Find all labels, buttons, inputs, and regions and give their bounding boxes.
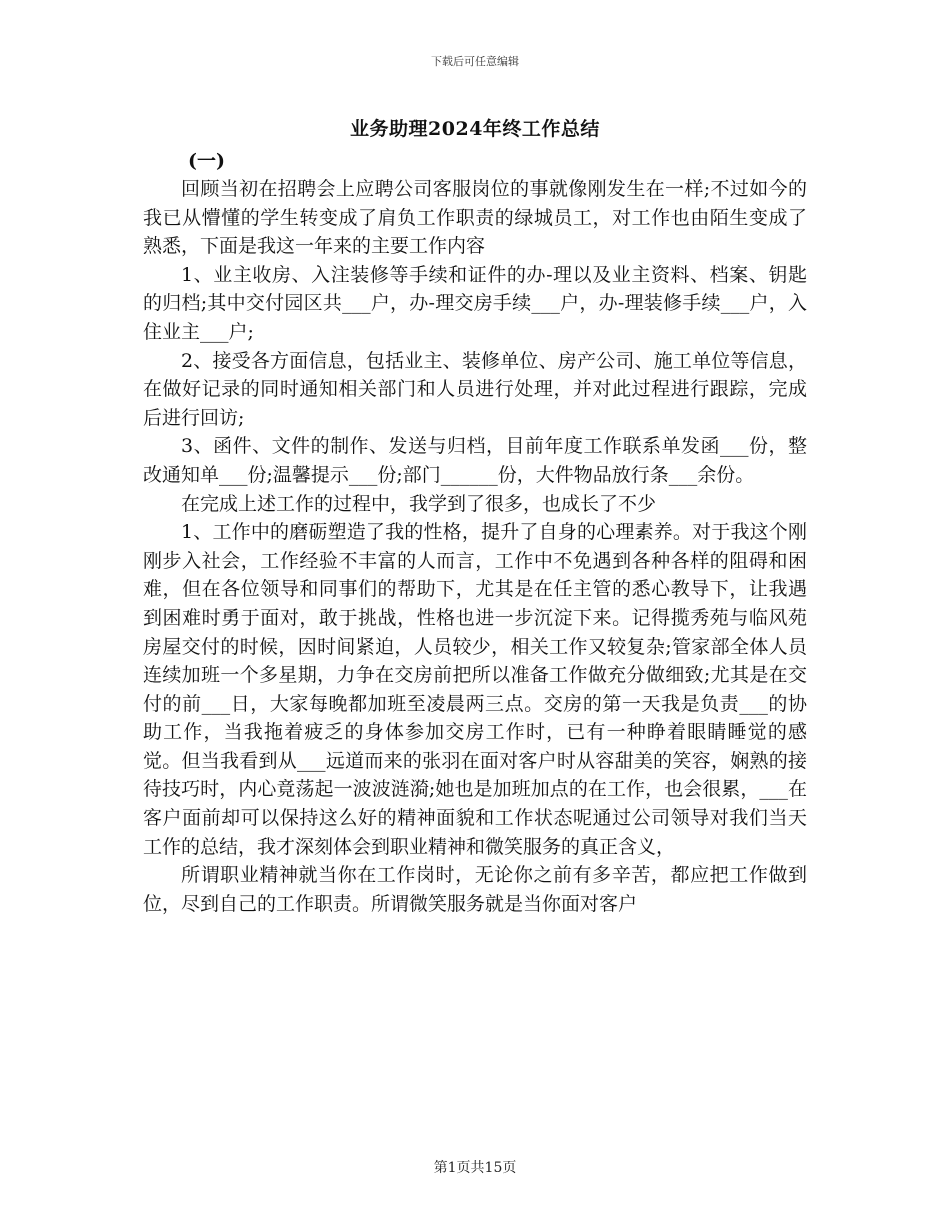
document-title: 业务助理2024年终工作总结 [350,118,600,140]
section-heading: (一) [188,150,225,172]
paragraph: 回顾当初在招聘会上应聘公司客服岗位的事就像刚发生在一样;不过如今的我已从懵懂的学生转变成了肩负工作职责的绿城员工，对工作也由陌生变成了熟悉，下面是我这一年来的主要工作内容 [143,178,807,258]
page-header-note: 下载后可任意编辑 [431,55,519,68]
paragraph: 所谓职业精神就当你在工作岗时，无论你之前有多辛苦，都应把工作做到位，尽到自己的工作职责。所谓微笑服务就是当你面对客户 [143,864,807,915]
paragraph: 2、接受各方面信息，包括业主、装修单位、房产公司、施工单位等信息，在做好记录的同时通知相关部门和人员进行处理，并对此过程进行跟踪，完成后进行回访; [143,349,807,429]
page-number: 第1页共15页 [433,1160,517,1176]
document-body [143,175,807,918]
paragraph: 3、函件、文件的制作、发送与归档，目前年度工作联系单发函___份，整改通知单___份;温馨提示___份;部门______份，大件物品放行条___余份。 [143,435,807,486]
paragraph: 在完成上述工作的过程中，我学到了很多，也成长了不少 [181,492,657,515]
paragraph: 1、业主收房、入注装修等手续和证件的办-理以及业主资料、档案、钥匙的归档;其中交付园区共___户，办-理交房手续___户，办-理装修手续___户，入住业主___户; [143,263,807,343]
paragraph: 1、工作中的磨砺塑造了我的性格，提升了自身的心理素养。对于我这个刚刚步入社会，工作经验不丰富的人而言，工作中不免遇到各种各样的阻碍和困难，但在各位领导和同事们的帮助下，尤其是在任主管的悉心教导下，让我遇到困难时勇于面对，敢于挑战，性格也进一步沉淀下来。记得揽秀苑与临风苑房屋交付的时候，因时间紧迫，人员较少，相关工作又较复杂;管家部全体人员连续加班一个多星期，力争在交房前把所以准备工作做充分做细致;尤其是在交付的前___日，大家每晚都加班至凌晨两三点。交房的第一天我是负责___的协助工作，当我拖着疲乏的身体参加交房工作时，已有一种睁着眼睛睡觉的感觉。但当我看到从___远道而来的张羽在面对客户时从容甜美的笑容，娴熟的接待技巧时，内心竟荡起一波波涟漪;她也是加班加点的在工作，也会很累，___在客户面前却可以保持这么好的精神面貌和工作状态呢通过公司领导对我们当天工作的总结，我才深刻体会到职业精神和微笑服务的真正含义， [143,521,807,858]
